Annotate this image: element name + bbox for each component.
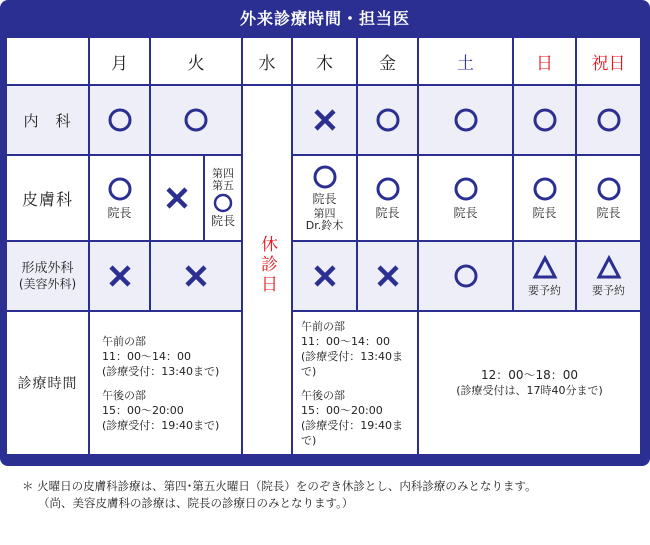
circle-icon	[453, 176, 479, 202]
hifuka-thu	[293, 156, 356, 240]
circle-icon	[312, 164, 338, 190]
circle-icon	[532, 107, 558, 133]
row-label-keisei	[7, 242, 88, 310]
hifuka-fri-doctor: 院長	[375, 206, 400, 220]
hifuka-sun-doctor: 院長	[532, 206, 557, 220]
hours-thu-fri-text	[301, 319, 417, 448]
wed-closed-label: 休診日	[257, 235, 277, 295]
hours-pm-time: 15：00〜20:00	[102, 403, 184, 417]
header-fri: 金	[358, 38, 417, 84]
hours-am-title: 午前の部	[102, 334, 146, 348]
row-label-keisei-line1: 形成外科	[21, 260, 74, 276]
hours-thu-pm-title: 午後の部	[301, 388, 345, 402]
header-wed: 水	[243, 38, 291, 84]
hifuka-tue	[151, 156, 203, 240]
header-sun: 日	[514, 38, 575, 84]
hifuka-mon-doctor: 院長	[107, 206, 132, 220]
hours-pm-title: 午後の部	[102, 388, 146, 402]
hours-thu-pm-reception: (診療受付：19:40まで)	[301, 418, 403, 447]
header-corner	[7, 38, 88, 84]
hifuka-sat-doctor: 院長	[453, 206, 478, 220]
header-sat: 土	[419, 38, 512, 84]
naika-fri	[358, 86, 417, 154]
hours-thu-am-title: 午前の部	[301, 319, 345, 333]
header-holiday: 祝日	[577, 38, 640, 84]
page-title: 外来診療時間・担当医	[239, 9, 410, 28]
row-label-hifuka: 皮膚科	[7, 156, 88, 240]
circle-icon	[375, 107, 401, 133]
keisei-sun-note: 要予約	[528, 284, 561, 297]
hours-thu-pm-time: 15：00〜20:00	[301, 403, 383, 417]
wed-closed-cell	[243, 86, 291, 454]
naika-holiday	[577, 86, 640, 154]
cross-icon	[312, 107, 338, 133]
hifuka-thu-doctor: 院長	[312, 192, 337, 206]
cross-icon	[164, 185, 190, 211]
keisei-thu	[293, 242, 356, 310]
naika-thu	[293, 86, 356, 154]
keisei-fri	[358, 242, 417, 310]
circle-icon	[107, 176, 133, 202]
hifuka-tue-week45	[205, 156, 241, 240]
row-label-naika: 内 科	[7, 86, 88, 154]
row-label-keisei-line2: (美容外科)	[18, 276, 77, 291]
hifuka-sun	[514, 156, 575, 240]
hifuka-thu-week4: 第四	[313, 207, 336, 220]
footnote-line2: （尚、美容皮膚科の診療は、院長の診療日のみとなります。）	[38, 496, 354, 510]
cross-icon	[183, 263, 209, 289]
keisei-tue	[151, 242, 241, 310]
hifuka-holiday	[577, 156, 640, 240]
hours-pm-reception: (診療受付：19:40まで)	[102, 418, 220, 432]
cross-icon	[375, 263, 401, 289]
hours-thu-fri	[293, 312, 417, 454]
hifuka-fri	[358, 156, 417, 240]
keisei-mon	[90, 242, 149, 310]
hifuka-tue-doctor: 院長	[210, 214, 235, 228]
hours-thu-am-time: 11：00〜14：00	[301, 334, 390, 348]
circle-icon	[212, 192, 234, 214]
hifuka-thu-doctor2: Dr.鈴木	[305, 219, 344, 232]
naika-mon	[90, 86, 149, 154]
circle-icon	[453, 107, 479, 133]
hours-thu-am-reception: (診療受付：13:40まで)	[301, 349, 403, 378]
hours-weekend-reception: (診療受付は、17時40分まで)	[456, 384, 603, 397]
circle-icon	[596, 176, 622, 202]
header-mon: 月	[90, 38, 149, 84]
keisei-sun	[514, 242, 575, 310]
naika-sat	[419, 86, 512, 154]
naika-tue	[151, 86, 241, 154]
triangle-icon	[596, 255, 622, 281]
row-label-shinryo: 診療時間	[7, 312, 88, 454]
hifuka-mon	[90, 156, 149, 240]
keisei-sat	[419, 242, 512, 310]
hours-weekend-time: 12：00〜18：00	[480, 368, 579, 382]
cross-icon	[107, 263, 133, 289]
hours-weekend	[419, 312, 640, 454]
circle-icon	[107, 107, 133, 133]
hours-am-time: 11：00〜14：00	[102, 349, 191, 363]
circle-icon	[532, 176, 558, 202]
footnote-line1: ＊ 火曜日の皮膚科診療は、第四･第五火曜日（院長）をのぞき休診とし、内科診療のみとなります。	[22, 479, 537, 493]
circle-icon	[453, 263, 479, 289]
circle-icon	[375, 176, 401, 202]
triangle-icon	[532, 255, 558, 281]
header-tue: 火	[151, 38, 241, 84]
keisei-holiday-note: 要予約	[592, 284, 625, 297]
circle-icon	[596, 107, 622, 133]
keisei-holiday	[577, 242, 640, 310]
hifuka-sat	[419, 156, 512, 240]
hours-am-reception: (診療受付：13:40まで)	[102, 364, 220, 378]
hifuka-holiday-doctor: 院長	[596, 206, 621, 220]
header-thu: 木	[293, 38, 356, 84]
naika-sun	[514, 86, 575, 154]
hours-mon-tue	[90, 312, 241, 454]
hours-mon-tue-text	[102, 334, 219, 433]
circle-icon	[183, 107, 209, 133]
footnote	[22, 478, 536, 512]
hifuka-tue-week-label: 第四 第五	[212, 167, 234, 192]
cross-icon	[312, 263, 338, 289]
